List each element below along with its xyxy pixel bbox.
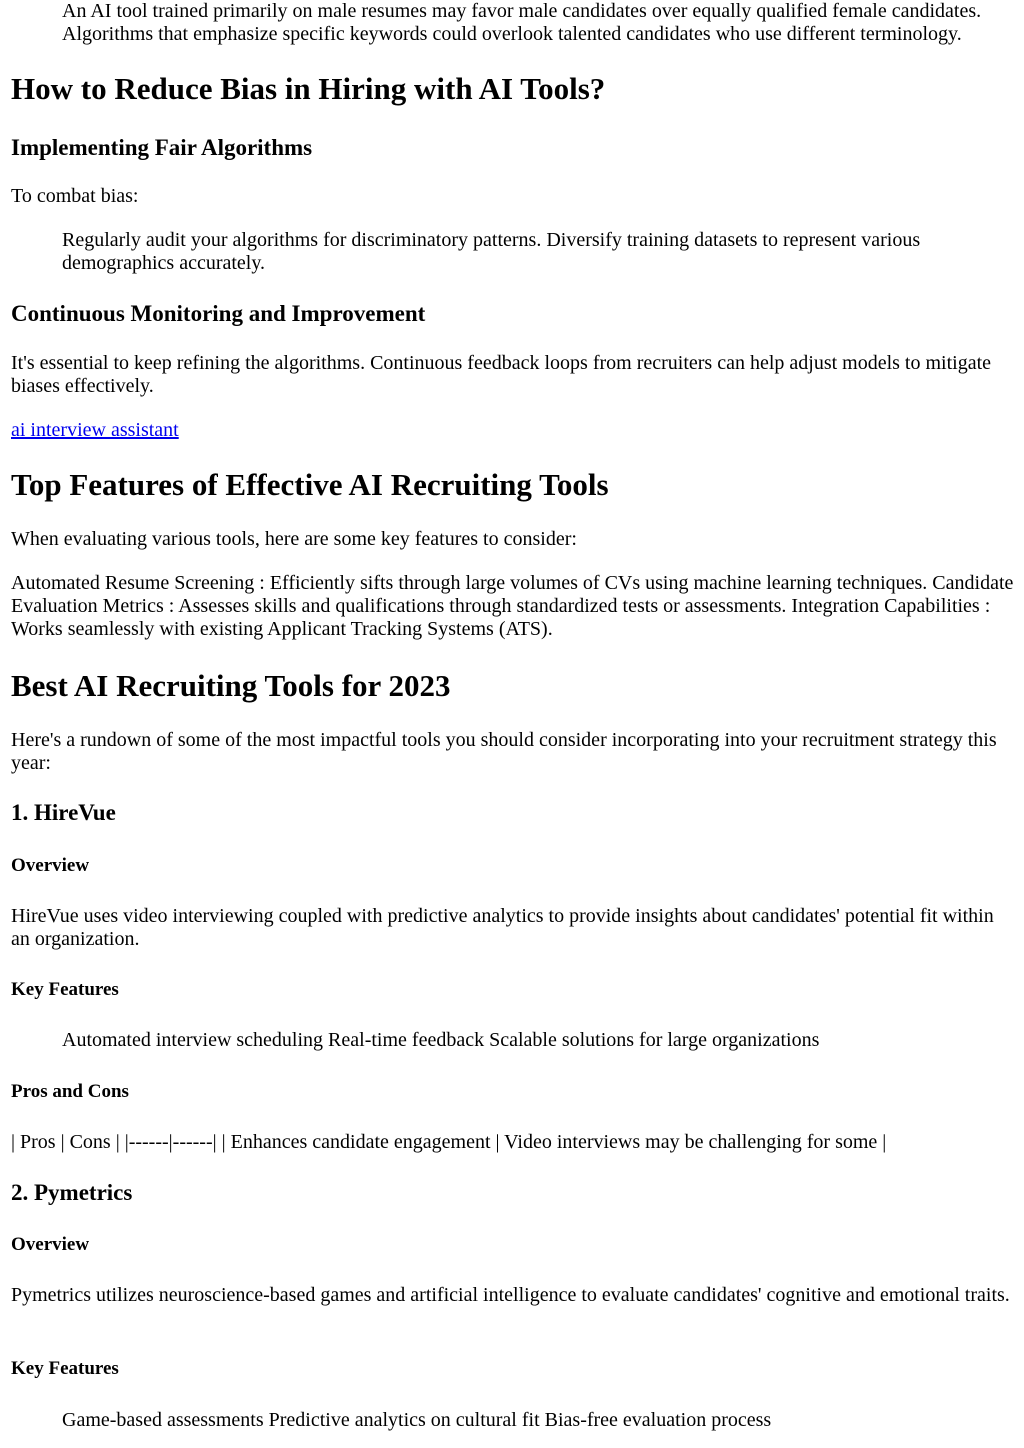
pymetrics-overview-heading: Overview — [11, 1234, 90, 1255]
hirevue-features-heading: Key Features — [11, 979, 119, 1000]
best-tools-heading: Best AI Recruiting Tools for 2023 — [11, 668, 451, 703]
fair-algorithms-heading: Implementing Fair Algorithms — [11, 135, 313, 160]
bias-examples-list: An AI tool trained primarily on male resumes may favor male candidates over equally qualified female candidates. Algorithms that emphasize specific keywords could overlook talented candidates who use different terminology. — [62, 0, 982, 45]
pymetrics-heading: 2. Pymetrics — [11, 1180, 133, 1205]
combat-bias-lead: To combat bias: — [11, 185, 139, 207]
hirevue-pros-cons-table: | Pros | Cons | |------|------| | Enhances candidate engagement | Video interviews may be challenging for some | — [11, 1131, 887, 1153]
ai-interview-assistant-link[interactable]: ai interview assistant — [11, 419, 179, 441]
monitoring-heading: Continuous Monitoring and Improvement — [11, 301, 426, 326]
best-tools-lead: Here's a rundown of some of the most impactful tools you should consider incorporating into your recruitment strategy this year: — [11, 729, 997, 774]
hirevue-overview-text: HireVue uses video interviewing coupled with predictive analytics to provide insights about candidates' potential fit within an organization. — [11, 905, 994, 950]
link-paragraph — [11, 419, 1014, 442]
pymetrics-overview-text: Pymetrics utilizes neuroscience-based games and artificial intelligence to evaluate candidates' cognitive and emotional traits. — [11, 1284, 1010, 1306]
monitoring-text: It's essential to keep refining the algorithms. Continuous feedback loops from recruiters can help adjust models to mitigate biases effectively. — [11, 352, 992, 397]
top-features-lead: When evaluating various tools, here are some key features to consider: — [11, 528, 577, 550]
hirevue-overview-heading: Overview — [11, 855, 90, 876]
combat-bias-list: Regularly audit your algorithms for discriminatory patterns. Diversify training datasets to represent various demographics accurately. — [62, 229, 921, 274]
hirevue-features-list: Automated interview scheduling Real-time feedback Scalable solutions for large organizations — [62, 1029, 820, 1051]
pymetrics-features-list: Game-based assessments Predictive analytics on cultural fit Bias-free evaluation process — [62, 1409, 772, 1431]
top-features-heading: Top Features of Effective AI Recruiting Tools — [11, 467, 609, 502]
top-features-text: Automated Resume Screening : Efficiently sifts through large volumes of CVs using machine learning techniques. Candidate Evaluation Metrics : Assesses skills and qualifications through standardized tests or assessments. Integration Capabilities : Works seamlessly with existing Applicant Tracking Systems (ATS). — [11, 572, 1014, 640]
reduce-bias-heading: How to Reduce Bias in Hiring with AI Tools? — [11, 71, 606, 106]
pymetrics-features-heading: Key Features — [11, 1358, 119, 1379]
hirevue-pros-cons-heading: Pros and Cons — [11, 1081, 129, 1102]
hirevue-heading: 1. HireVue — [11, 800, 116, 825]
